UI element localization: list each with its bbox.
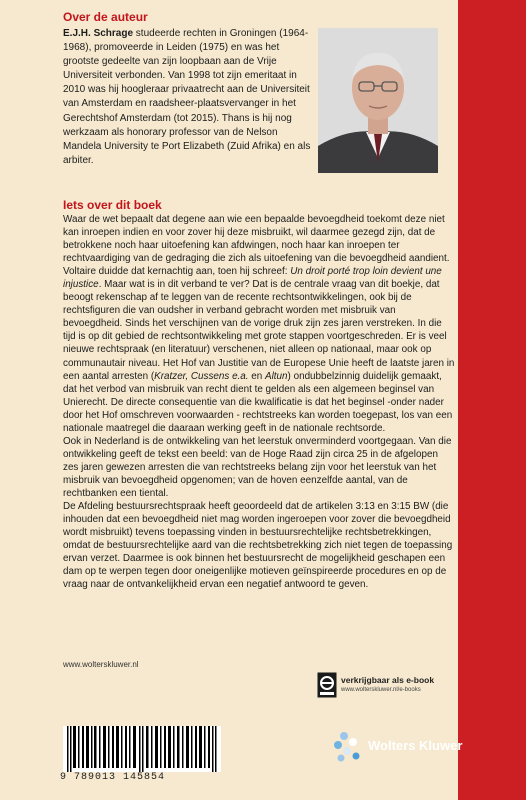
book-text-1b: . Maar wat is in dit verband te ver? Dat is de centrale vraag van dit boekje, dat beoogt rekenschap af te leggen van de recente rechtsontwikkelingen, ook bij de rechtsfiguren die van oudsher in verband gebracht worden met misbruik van bevoegdheid. Sinds het verschijnen van de vorige druk zijn zes jaren verstreken. In die tijd is op dit gebied de rechtsontwikkeling met grote stappen voortgeschreden. Er is veel nieuwe rechtspraak (en literatuur) verschenen, niet alleen op nationaal, maar ook op communautair niveau. Het Hof van Justitie van de Europese Unie heeft de laatste jaren in een aantal arresten ( xyxy=(63,279,455,382)
author-bio xyxy=(63,27,318,168)
book-text-2: Ook in Nederland is de ontwikkeling van het leerstuk onverminderd voortgegaan. Van die ontwikkeling geeft de tekst een beeld: van de Hoge Raad zijn circa 25 in de afgelopen zes jaren gewezen arresten die van rechtstreeks belang zijn voor het leerstuk van het misbruik van bevoegdheid opgenomen; van de hoven eenzelfde aantal, van de rechtbanken een tiental. xyxy=(63,435,452,499)
logo-text: Wolters Kluwer xyxy=(368,738,463,753)
book-text-1a: Waar de wet bepaalt dat degene aan wie een bepaalde bevoegdheid toekomt deze niet kan inroepen indien en voor zover hij deze misbruikt, wil daarmee gezegd zijn, dat de betrokkene noch haar uitoefening kan afdwingen, noch haar kan inroepen ter rechtvaardiging van de gedraging die zich als uitoefening van die bevoegdheid aandient. Voltaire duidde dat kernachtig aan, toen hij schreef: xyxy=(63,214,450,278)
book-text-1c: ) ondubbelzinnig duidelijk gemaakt, dat het verbod van misbruik van recht dient te gelden als een algemeen beginsel van Unierecht. De directe consequentie van die kwalificatie is dat het beginsel -onder nader door het Hof omschreven voorwaarden - rechtstreeks kan worden toegepast, los van een nationale maatregel die daaraan werking geeft in de nationale rechtsorde. xyxy=(63,370,453,434)
barcode xyxy=(63,726,221,772)
book-text-en: en xyxy=(248,370,266,382)
publisher-url: www.wolterskluwer.nl xyxy=(63,660,139,669)
book-text-3: De Afdeling bestuursrechtspraak heeft geoordeeld dat de artikelen 3:13 en 3:15 BW (die inhouden dat een bevoegdheid niet mag worden ingeroepen voor zover die bevoegdheid wordt misbruikt) tevens toepassing vinden in bestuursrechtelijke rechtsbetrekkingen, omdat de bestuursrechtelijke aard van die rechtsbetrekking zich niet tegen de toepassing ervan verzet. Daarmee is ook binnen het bestuursrecht de mogelijkheid geschapen een dam op te werpen tegen door oneigenlijke motieven geïnspireerde procedures en op de vraag naar de ontvankelijkheid ervan een negatief antwoord te geven. xyxy=(63,501,453,591)
ebook-url: www.wolterskluwer.nl/e-books xyxy=(341,687,421,693)
book-heading: Iets over dit boek xyxy=(63,198,162,212)
case-names: Kratzer, Cussens e.a. xyxy=(154,370,249,382)
red-spine xyxy=(458,0,526,800)
ebook-icon xyxy=(317,672,337,698)
voltaire-quote: Un droit porté trop loin devient une injustice xyxy=(63,266,442,291)
book-description xyxy=(63,213,455,591)
ebook-label: verkrijgbaar als e-book xyxy=(341,675,435,685)
isbn-digits: 9 789013 145854 xyxy=(60,772,166,783)
about-heading: Over de auteur xyxy=(63,10,148,24)
author-name: E.J.H. Schrage xyxy=(63,28,134,39)
author-bio-text: studeerde rechten in Groningen (1964-1968), promoveerde in Leiden (1975) en was het grootste gedeelte van zijn loopbaan aan de Vrije Universiteit verbonden. Van 1998 tot zijn emeritaat in 2010 was hij hoogleraar privaatrecht aan de Universiteit van Amsterdam en raadsheer-plaatsvervanger in het Gerechtshof Amsterdam (tot 2015). Thans is hij nog werkzaam als honorary professor van de Nelson Mandela University te Port Elizabeth (Zuid Afrika) en als arbiter. xyxy=(63,28,311,166)
author-photo xyxy=(318,28,438,173)
case-altun: Altun xyxy=(265,370,288,382)
